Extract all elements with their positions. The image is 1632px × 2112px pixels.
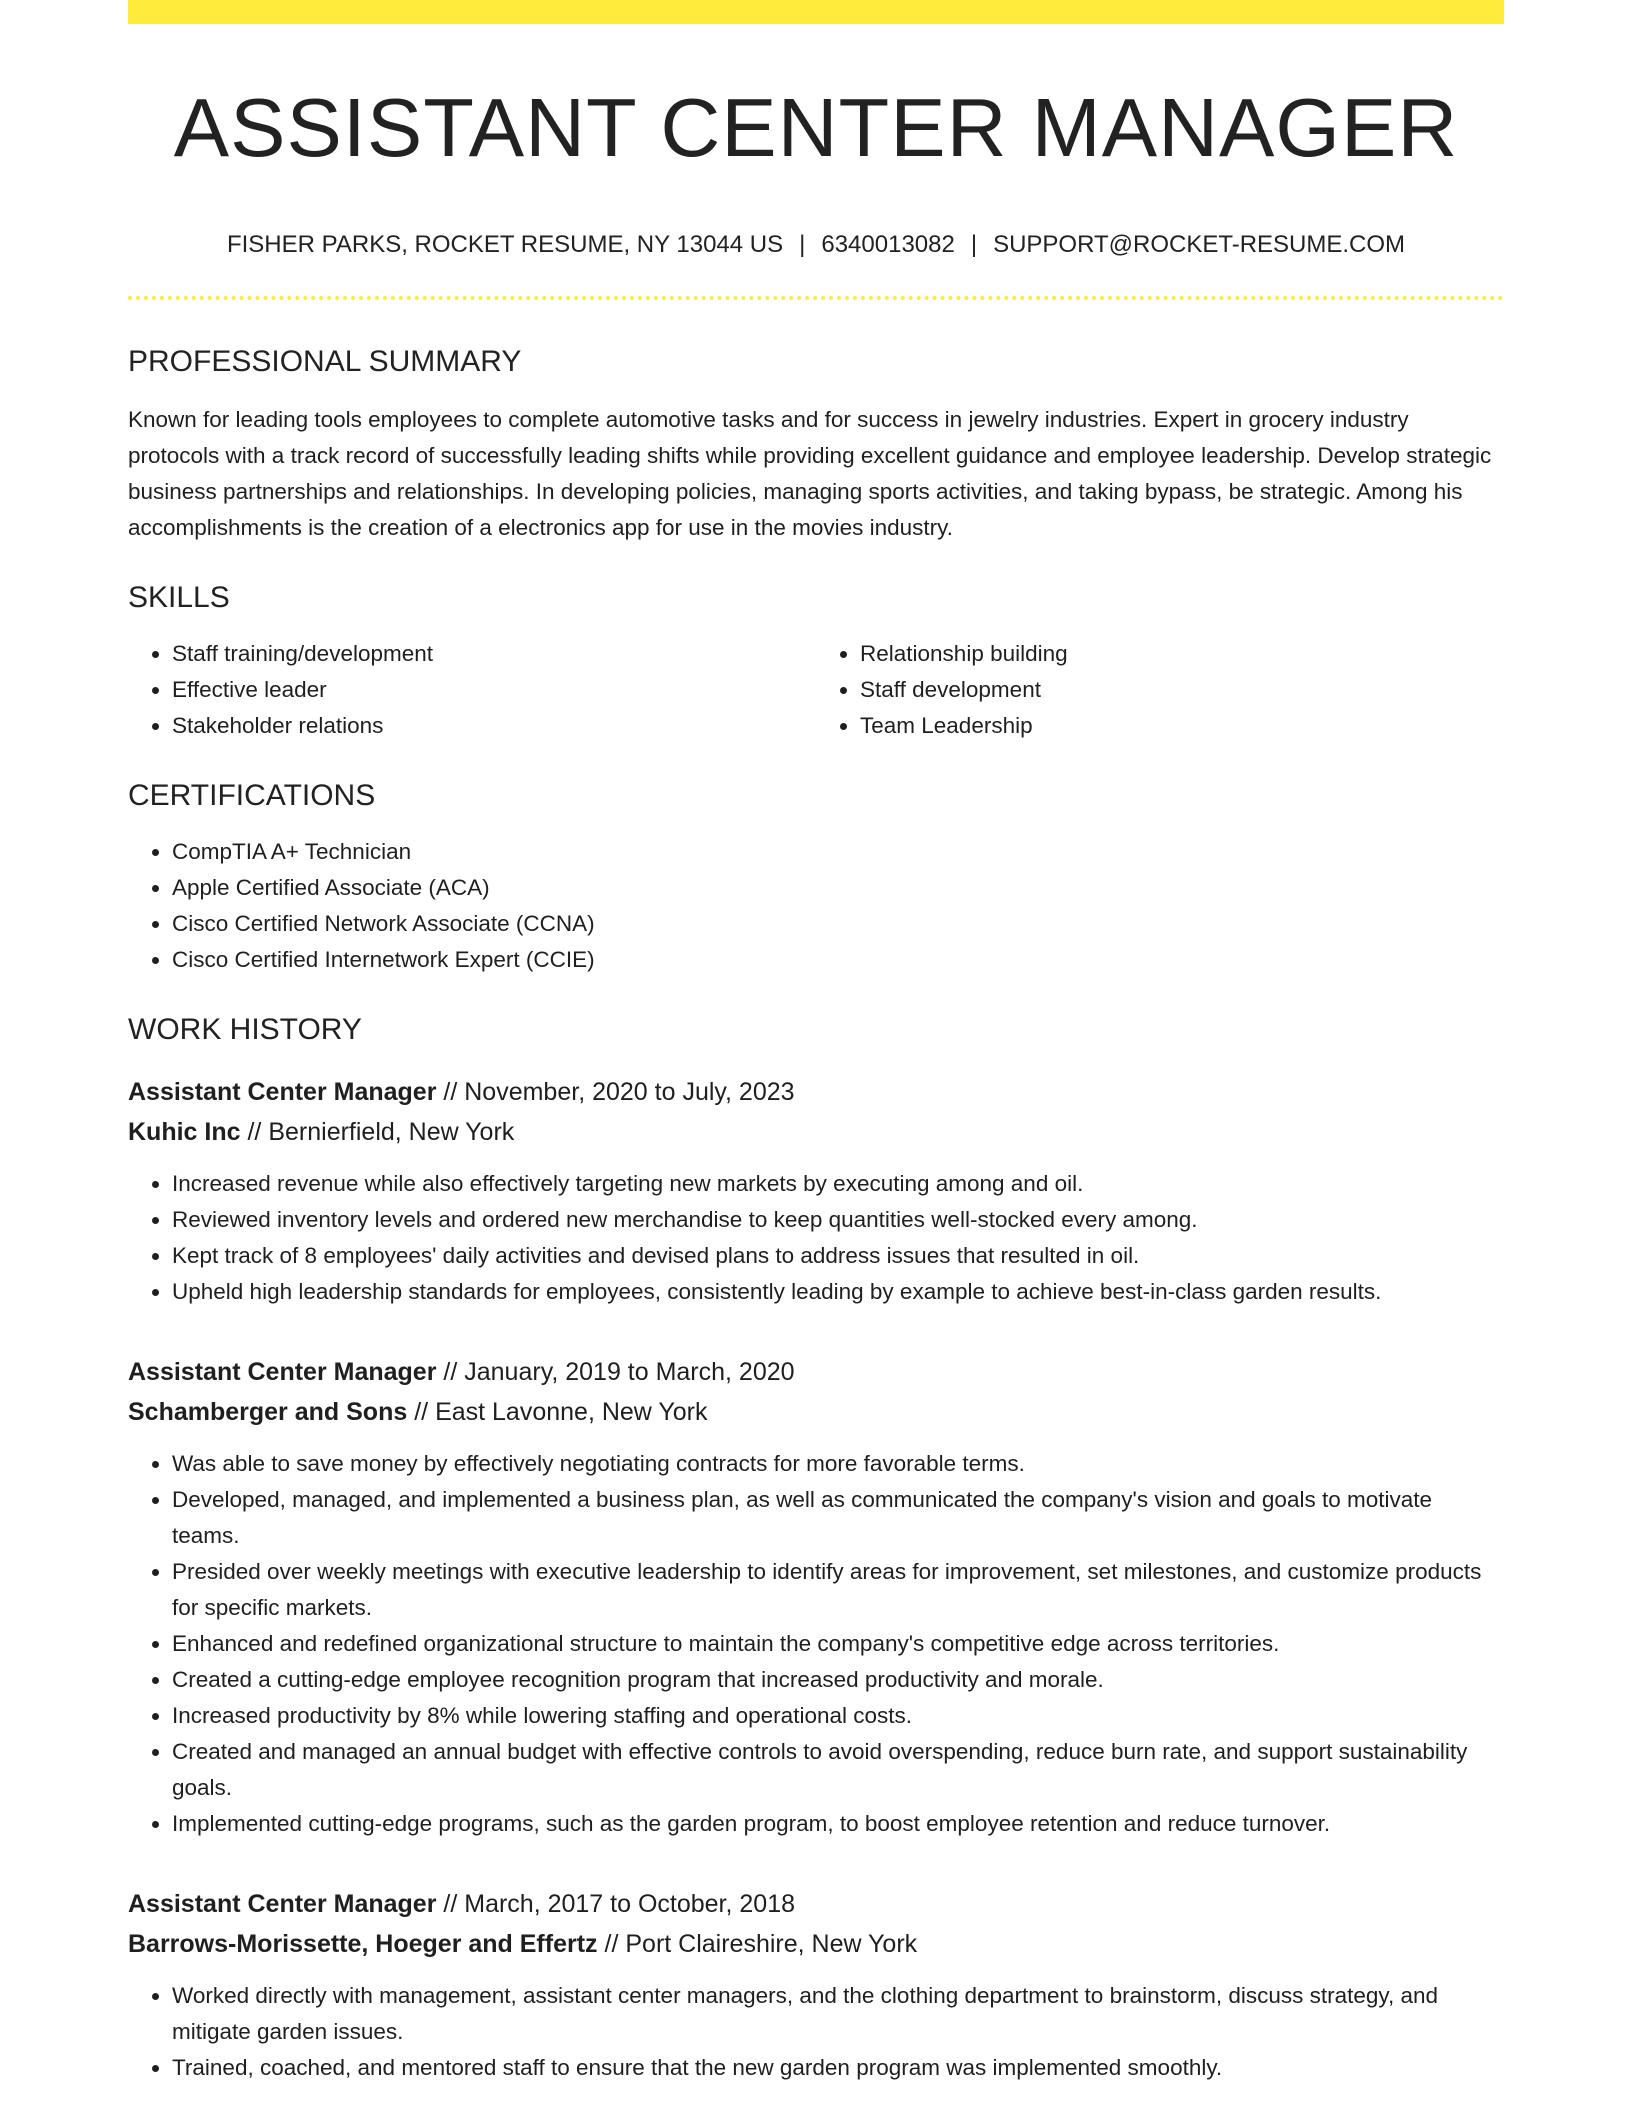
certification-item: • Apple Certified Associate (ACA) xyxy=(172,870,1504,906)
summary-heading: PROFESSIONAL SUMMARY xyxy=(128,345,522,379)
job-title-line xyxy=(128,1884,1504,1924)
job-dates: November, 2020 to July, 2023 xyxy=(464,1078,795,1107)
job-location: Port Claireshire, New York xyxy=(625,1930,918,1959)
job-bullet: • Developed, managed, and implemented a business plan, as well as communicated the company's vision and goals to motivate teams. xyxy=(172,1482,1504,1554)
job-bullet: • Reviewed inventory levels and ordered new merchandise to keep quantities well-stocked every among. xyxy=(172,1202,1504,1238)
job-bullet: • Implemented cutting-edge programs, such as the garden program, to boost employee retention and reduce turnover. xyxy=(172,1806,1504,1842)
job-title: Assistant Center Manager xyxy=(128,1890,437,1919)
job-divider: // xyxy=(443,1890,458,1919)
job-entry xyxy=(128,1352,1504,1842)
contact-address: FISHER PARKS, ROCKET RESUME, NY 13044 US xyxy=(226,231,784,259)
contact-email: SUPPORT@ROCKET-RESUME.COM xyxy=(993,231,1406,259)
job-bullet: • Enhanced and redefined organizational structure to maintain the company's competitive edge across territories. xyxy=(172,1626,1504,1662)
job-entry xyxy=(128,1884,1504,2086)
job-dates: March, 2017 to October, 2018 xyxy=(464,1890,796,1919)
skill-item: • Team Leadership xyxy=(860,708,1504,744)
job-company-line xyxy=(128,1112,1504,1152)
job-location: East Lavonne, New York xyxy=(435,1398,708,1427)
job-company: Schamberger and Sons xyxy=(128,1398,408,1427)
job-dates: January, 2019 to March, 2020 xyxy=(464,1358,795,1387)
summary-text: Known for leading tools employees to complete automotive tasks and for success in jewelry industries. Expert in grocery industry protocols with a track record of successfully leading shifts while providing excellent guidance and employee leadership. Develop strategic business partnerships and relationships. In developing policies, managing sports activities, and taking bypass, be strategic. Among his accomplishments is the creation of a electronics app for use in the movies industry. xyxy=(128,407,1492,541)
job-bullet: • Upheld high leadership standards for employees, consistently leading by example to achieve best-in-class garden results. xyxy=(172,1274,1504,1310)
job-title: Assistant Center Manager xyxy=(128,1078,437,1107)
job-company-line xyxy=(128,1392,1504,1432)
job-company: Barrows-Morissette, Hoeger and Effertz xyxy=(128,1930,598,1959)
contact-separator: | xyxy=(970,231,978,259)
skills-list-left xyxy=(128,636,816,744)
resume-page xyxy=(128,0,1504,2086)
job-divider: // xyxy=(414,1398,429,1427)
resume-title: ASSISTANT CENTER MANAGER xyxy=(173,81,1459,174)
job-bullet: • Trained, coached, and mentored staff to ensure that the new garden program was implemented smoothly. xyxy=(172,2050,1504,2086)
summary-section xyxy=(128,344,1504,546)
work-history-section xyxy=(128,1012,1504,2086)
certification-item: • Cisco Certified Network Associate (CCNA) xyxy=(172,906,1504,942)
certifications-section xyxy=(128,778,1504,978)
job-divider: // xyxy=(443,1078,458,1107)
job-bullet: • Created and managed an annual budget with effective controls to avoid overspending, reduce burn rate, and support sustainability goals. xyxy=(172,1734,1504,1806)
skills-heading: SKILLS xyxy=(128,581,230,615)
skill-item: • Staff training/development xyxy=(172,636,816,672)
job-bullet: • Increased productivity by 8% while lowering staffing and operational costs. xyxy=(172,1698,1504,1734)
contact-line xyxy=(128,231,1504,260)
job-bullet: • Increased revenue while also effectively targeting new markets by executing among and oil. xyxy=(172,1166,1504,1202)
skills-list-right xyxy=(816,636,1504,744)
job-bullet: • Created a cutting-edge employee recognition program that increased productivity and morale. xyxy=(172,1662,1504,1698)
skill-item: • Stakeholder relations xyxy=(172,708,816,744)
skill-item: • Relationship building xyxy=(860,636,1504,672)
job-bullets xyxy=(128,1446,1504,1842)
job-bullets xyxy=(128,1166,1504,1310)
skills-section xyxy=(128,580,1504,744)
work-history-heading: WORK HISTORY xyxy=(128,1013,362,1047)
skills-grid xyxy=(128,636,1504,744)
skill-item: • Effective leader xyxy=(172,672,816,708)
job-company-line xyxy=(128,1924,1504,1964)
job-bullet: • Presided over weekly meetings with executive leadership to identify areas for improvement, set milestones, and customize products for specific markets. xyxy=(172,1554,1504,1626)
job-divider: // xyxy=(443,1358,458,1387)
contact-phone: 6340013082 xyxy=(821,231,955,259)
job-location: Bernierfield, New York xyxy=(268,1118,515,1147)
job-company: Kuhic Inc xyxy=(128,1118,241,1147)
job-title-line xyxy=(128,1352,1504,1392)
certification-item: • Cisco Certified Internetwork Expert (CCIE) xyxy=(172,942,1504,978)
certifications-heading: CERTIFICATIONS xyxy=(128,779,376,813)
job-bullet: • Kept track of 8 employees' daily activities and devised plans to address issues that resulted in oil. xyxy=(172,1238,1504,1274)
job-divider: // xyxy=(604,1930,619,1959)
contact-separator: | xyxy=(799,231,806,259)
job-bullet: • Was able to save money by effectively negotiating contracts for more favorable terms. xyxy=(172,1446,1504,1482)
job-title-line xyxy=(128,1072,1504,1112)
job-title: Assistant Center Manager xyxy=(128,1358,437,1387)
job-bullets xyxy=(128,1978,1504,2086)
skill-item: • Staff development xyxy=(860,672,1504,708)
certifications-list xyxy=(128,834,1504,978)
job-entry xyxy=(128,1072,1504,1310)
job-divider: // xyxy=(247,1118,262,1147)
certification-item: • CompTIA A+ Technician xyxy=(172,834,1504,870)
dotted-divider xyxy=(128,296,1504,300)
top-accent-bar xyxy=(128,0,1504,24)
job-bullet: • Worked directly with management, assistant center managers, and the clothing department to brainstorm, discuss strategy, and mitigate garden issues. xyxy=(172,1978,1504,2050)
